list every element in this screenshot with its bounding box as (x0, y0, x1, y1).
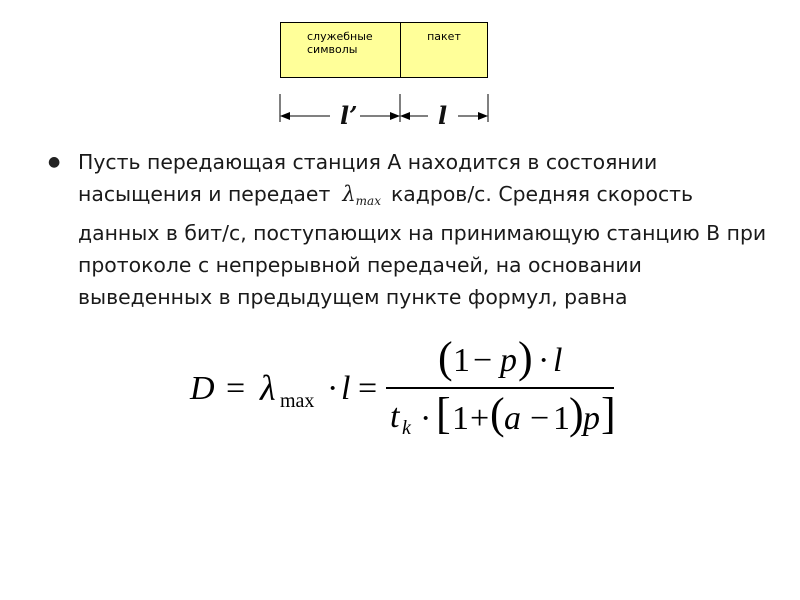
den-open-paren: ( (490, 389, 505, 438)
lambda-max-symbol (342, 182, 381, 206)
num-close-paren: ) (518, 333, 533, 382)
formula-lambda: λ (260, 368, 276, 408)
den-a: a (504, 400, 521, 437)
throughput-formula (190, 333, 630, 446)
bullet-text-part-1: Пусть передающая станция А находится в состоянии насыщения и передает (78, 150, 658, 206)
formula-equals-1: = (226, 370, 246, 407)
num-open-paren: ( (438, 333, 453, 382)
formula-equals-2: = (358, 370, 378, 407)
den-close-bracket: ] (601, 389, 616, 438)
bullet-item (48, 146, 788, 313)
packet-cell: пакет (427, 30, 461, 43)
bullet-text-part-2: кадров/с. Средняя скорость данных в бит/с, поступающих на принимающую станцию В при протоколе с непрерывной передачей, на основании выведенных в предыдущем пункте формул, равна (78, 182, 767, 309)
num-l: l (553, 342, 563, 379)
lambda-subscript: max (355, 194, 381, 208)
den-open-bracket: [ (436, 389, 451, 438)
num-one: 1 (453, 342, 470, 379)
formula-l: l (341, 370, 351, 407)
service-length-label: l’ (340, 101, 358, 130)
formula-dot-1: · (327, 370, 339, 407)
bullet-text (78, 146, 778, 313)
dimension-arrows (0, 0, 800, 140)
den-minus: − (530, 400, 550, 437)
den-close-paren: ) (569, 389, 584, 438)
num-minus: − (473, 342, 493, 379)
num-p: p (500, 342, 517, 379)
den-plus: + (470, 400, 490, 437)
lambda-char: λ (342, 182, 356, 206)
den-one-2: 1 (553, 400, 570, 437)
formula-lambda-sub: max (280, 390, 315, 412)
service-symbols-cell: служебные символы (281, 23, 401, 77)
den-one: 1 (452, 400, 469, 437)
den-p: p (583, 400, 600, 437)
bullet-marker: ● (48, 154, 61, 170)
num-dot: · (538, 342, 550, 379)
den-k: k (402, 417, 411, 439)
den-dot: · (420, 400, 432, 437)
den-t: t (390, 398, 400, 435)
packet-length-label: l (438, 101, 448, 130)
formula-D: D (190, 370, 215, 407)
